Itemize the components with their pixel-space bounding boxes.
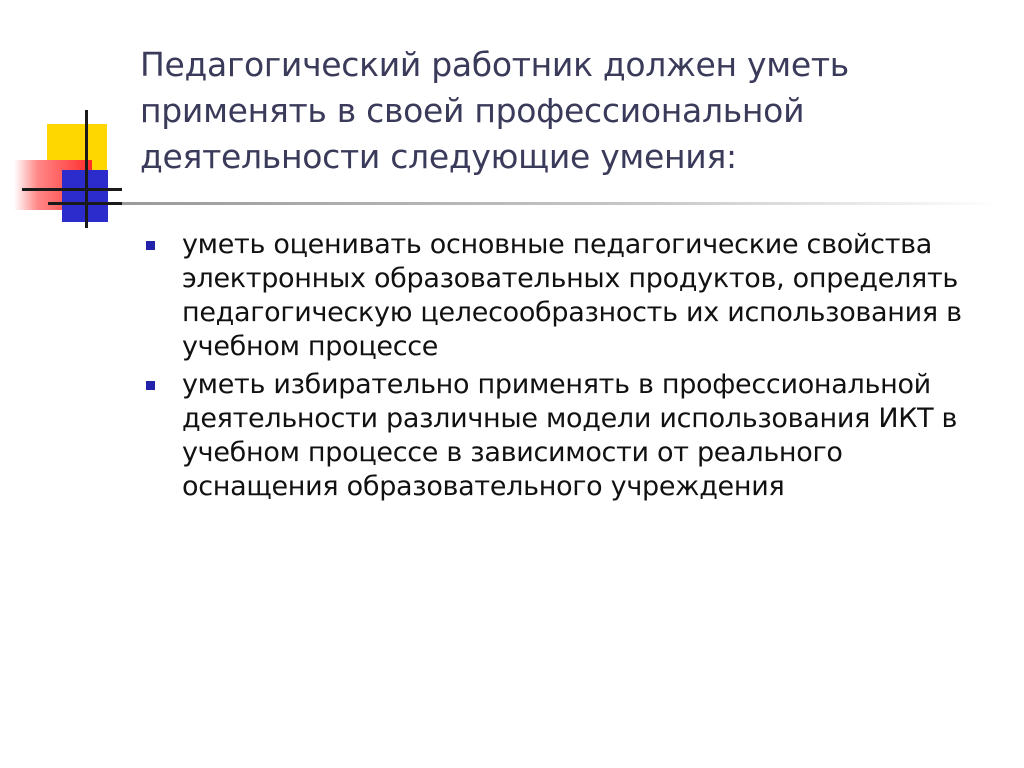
bullet-item — [146, 228, 996, 364]
bullet-text: уметь избирательно применять в профессиональной деятельности различные модели использования ИКТ в учебном процессе в зависимости от реального оснащения образовательного учреждения — [182, 369, 958, 502]
bullet-square-icon — [146, 241, 155, 250]
horizontal-line-decoration — [22, 188, 122, 191]
vertical-line-decoration — [85, 110, 88, 228]
title-divider — [122, 202, 1002, 205]
bullet-square-icon — [146, 381, 155, 390]
corner-decoration — [0, 100, 150, 230]
slide-title: Педагогический работник должен уметь применять в своей профессиональной деятельности следующие умения: — [140, 45, 849, 176]
bullet-list — [146, 228, 996, 508]
bullet-text: уметь оценивать основные педагогические свойства электронных образовательных продуктов, определять педагогическую целесообразность их использования в учебном процессе — [182, 229, 962, 362]
bullet-item — [146, 368, 996, 504]
